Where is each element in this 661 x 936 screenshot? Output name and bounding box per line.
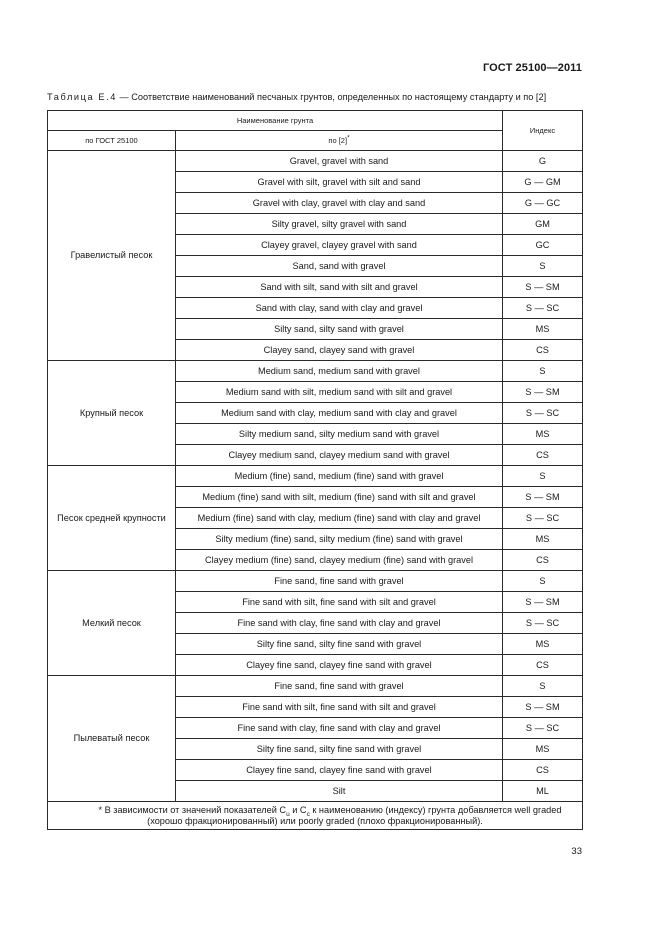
soil-name-cell: Sand with clay, sand with clay and gravel (176, 298, 503, 319)
soil-index-cell: MS (503, 424, 583, 445)
soil-index-cell: S — SC (503, 508, 583, 529)
soil-index-cell: CS (503, 760, 583, 781)
soil-name-cell: Fine sand, fine sand with gravel (176, 676, 503, 697)
soil-index-cell: S — SM (503, 592, 583, 613)
soil-index-cell: G — GC (503, 193, 583, 214)
table-row (48, 466, 583, 487)
soil-name-cell: Sand, sand with gravel (176, 256, 503, 277)
table-caption (47, 92, 546, 102)
footnote-text: к наименованию (индексу) грунта добавляется well graded (хорошо фракционированный) или poorly graded (плохо фракционированный). (147, 804, 562, 826)
soil-index-cell: GM (503, 214, 583, 235)
soil-name-cell: Clayey fine sand, clayey fine sand with gravel (176, 760, 503, 781)
group-name-cell: Крупный песок (48, 361, 176, 466)
soil-name-cell: Clayey sand, clayey sand with gravel (176, 340, 503, 361)
soil-name-cell: Medium sand, medium sand with gravel (176, 361, 503, 382)
table-row (48, 151, 583, 172)
soil-name-cell: Medium (fine) sand with clay, medium (fine) sand with clay and gravel (176, 508, 503, 529)
soil-index-cell: S (503, 676, 583, 697)
soil-index-cell: MS (503, 529, 583, 550)
soil-name-cell: Fine sand, fine sand with gravel (176, 571, 503, 592)
soil-name-cell: Fine sand with clay, fine sand with clay and gravel (176, 613, 503, 634)
soil-name-cell: Medium (fine) sand with silt, medium (fine) sand with silt and gravel (176, 487, 503, 508)
soil-name-cell: Medium sand with clay, medium sand with clay and gravel (176, 403, 503, 424)
footnote-marker: * (347, 134, 350, 142)
soil-index-cell: S — SM (503, 487, 583, 508)
table-row (48, 361, 583, 382)
footnote-subscript: u (286, 810, 290, 818)
footnote-text: и C (289, 804, 307, 815)
soil-index-cell: S (503, 256, 583, 277)
header-soil-name: Наименование грунта (48, 111, 503, 131)
soil-index-cell: S (503, 361, 583, 382)
footnote-marker: * (98, 804, 103, 815)
soil-index-cell: MS (503, 634, 583, 655)
soil-name-cell: Silt (176, 781, 503, 802)
group-name-cell: Гравелистый песок (48, 151, 176, 361)
soil-name-cell: Clayey gravel, clayey gravel with sand (176, 235, 503, 256)
soil-index-cell: CS (503, 445, 583, 466)
table-caption-text: — Соответствие наименований песчаных грунтов, определенных по настоящему стандарту и по [2] (116, 92, 547, 102)
soil-name-cell: Silty fine sand, silty fine sand with gravel (176, 634, 503, 655)
soil-index-cell: CS (503, 550, 583, 571)
group-name-cell: Песок средней крупности (48, 466, 176, 571)
soil-index-cell: GC (503, 235, 583, 256)
soil-index-cell: S — SC (503, 718, 583, 739)
soil-index-cell: CS (503, 340, 583, 361)
soil-name-cell: Clayey medium (fine) sand, clayey medium (fine) sand with gravel (176, 550, 503, 571)
footnote-subscript: c (306, 810, 310, 818)
soil-index-cell: MS (503, 739, 583, 760)
soil-name-cell: Silty medium (fine) sand, silty medium (fine) sand with gravel (176, 529, 503, 550)
soil-index-cell: S (503, 466, 583, 487)
header-by-ref-label: по [2] (328, 136, 348, 145)
soil-index-cell: CS (503, 655, 583, 676)
footnote-text: В зависимости от значений показателей C (102, 804, 287, 815)
table-footnote (48, 802, 583, 830)
soil-name-cell: Gravel, gravel with sand (176, 151, 503, 172)
soil-name-cell: Gravel with clay, gravel with clay and sand (176, 193, 503, 214)
soil-index-cell: S (503, 571, 583, 592)
footnote-row (48, 802, 583, 830)
soil-name-cell: Sand with silt, sand with silt and gravel (176, 277, 503, 298)
soil-index-cell: G (503, 151, 583, 172)
soil-index-cell: S — SC (503, 298, 583, 319)
soil-name-cell: Fine sand with clay, fine sand with clay and gravel (176, 718, 503, 739)
page-number: 33 (571, 846, 582, 857)
soil-name-cell: Gravel with silt, gravel with silt and sand (176, 172, 503, 193)
soil-name-cell: Clayey fine sand, clayey fine sand with gravel (176, 655, 503, 676)
soil-index-cell: S — SM (503, 277, 583, 298)
group-name-cell: Пылеватый песок (48, 676, 176, 802)
soil-correspondence-table (47, 110, 583, 830)
soil-name-cell: Silty medium sand, silty medium sand with gravel (176, 424, 503, 445)
soil-name-cell: Fine sand with silt, fine sand with silt and gravel (176, 592, 503, 613)
soil-name-cell: Silty sand, silty sand with gravel (176, 319, 503, 340)
soil-index-cell: S — SC (503, 403, 583, 424)
soil-name-cell: Medium sand with silt, medium sand with silt and gravel (176, 382, 503, 403)
header-by-ref (176, 131, 503, 151)
soil-name-cell: Silty fine sand, silty fine sand with gravel (176, 739, 503, 760)
table-header-row (48, 111, 583, 131)
header-by-gost: по ГОСТ 25100 (48, 131, 176, 151)
soil-index-cell: ML (503, 781, 583, 802)
soil-index-cell: S — SM (503, 697, 583, 718)
soil-index-cell: G — GM (503, 172, 583, 193)
table-row (48, 676, 583, 697)
document-standard-number: ГОСТ 25100—2011 (482, 62, 582, 74)
header-index: Индекс (503, 111, 583, 151)
soil-index-cell: MS (503, 319, 583, 340)
soil-name-cell: Medium (fine) sand, medium (fine) sand with gravel (176, 466, 503, 487)
soil-index-cell: S — SM (503, 382, 583, 403)
soil-index-cell: S — SC (503, 613, 583, 634)
soil-name-cell: Clayey medium sand, clayey medium sand with gravel (176, 445, 503, 466)
table-caption-label: Таблица Е.4 (47, 92, 117, 102)
table-row (48, 571, 583, 592)
soil-name-cell: Fine sand with silt, fine sand with silt and gravel (176, 697, 503, 718)
soil-name-cell: Silty gravel, silty gravel with sand (176, 214, 503, 235)
group-name-cell: Мелкий песок (48, 571, 176, 676)
table-subheader-row (48, 131, 583, 151)
